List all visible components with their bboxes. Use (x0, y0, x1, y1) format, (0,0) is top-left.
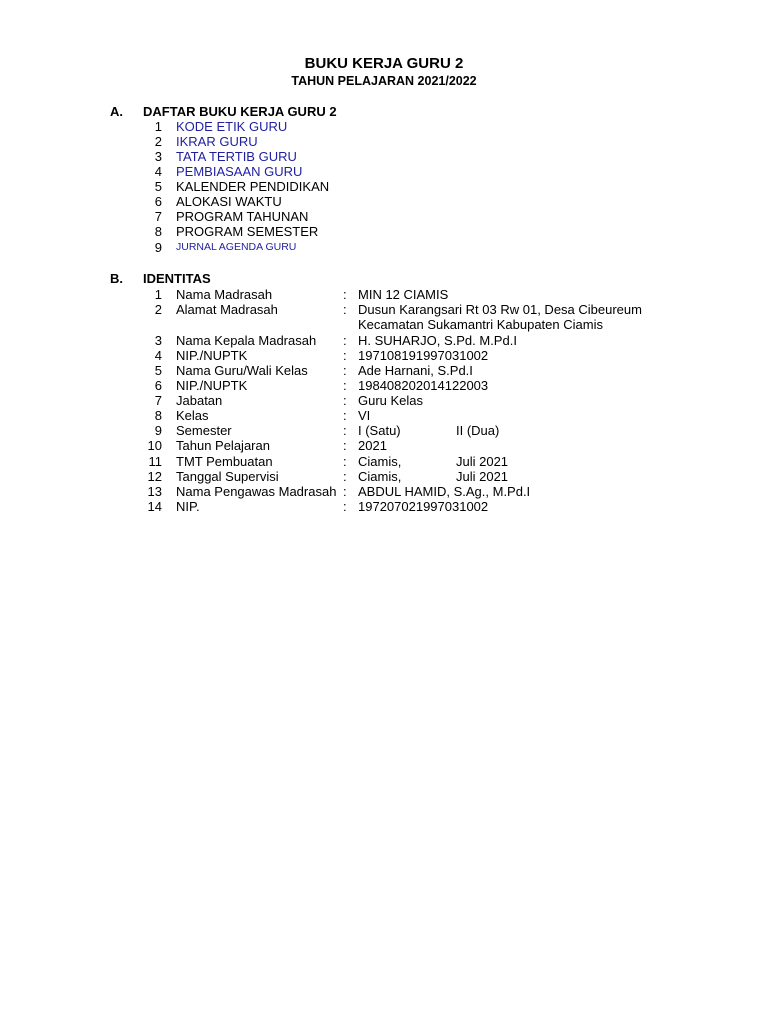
row-colon: : (343, 438, 347, 453)
row-number: 9 (154, 423, 162, 438)
list-item-number: 2 (154, 134, 162, 149)
row-label: Kelas (176, 408, 209, 423)
list-item-number: 9 (154, 240, 162, 255)
row-value: 2021 (358, 438, 387, 453)
row-number: 8 (154, 408, 162, 423)
row-number: 4 (154, 348, 162, 363)
row-number: 14 (147, 499, 162, 514)
row-colon: : (343, 499, 347, 514)
row-number: 10 (147, 438, 162, 453)
row-number: 13 (147, 484, 162, 499)
list-item-number: 5 (154, 179, 162, 194)
row-value: Ciamis, (358, 469, 402, 484)
row-colon: : (343, 469, 347, 484)
row-number: 3 (154, 333, 162, 348)
list-item-link[interactable]: JURNAL AGENDA GURU (176, 241, 297, 253)
section-a-letter: A. (110, 104, 123, 119)
row-colon: : (343, 333, 347, 348)
row-label: Jabatan (176, 393, 223, 408)
list-item-number: 8 (154, 224, 162, 239)
row-value: VI (358, 408, 371, 423)
row-number: 2 (154, 302, 162, 317)
row-value: Guru Kelas (358, 393, 424, 408)
section-b-letter: B. (110, 271, 123, 286)
row-value: 197108191997031002 (358, 348, 489, 363)
row-value: MIN 12 CIAMIS (358, 287, 449, 302)
list-item-number: 4 (154, 164, 162, 179)
row-colon: : (343, 408, 347, 423)
row-colon: : (343, 423, 347, 438)
row-number: 5 (154, 363, 162, 378)
row-colon: : (343, 348, 347, 363)
row-colon: : (343, 302, 347, 317)
section-b-title: IDENTITAS (143, 271, 211, 286)
row-label: Nama Guru/Wali Kelas (176, 363, 308, 378)
list-item-link[interactable]: TATA TERTIB GURU (176, 149, 297, 164)
list-item-label: KALENDER PENDIDIKAN (176, 179, 330, 194)
document-subtitle: TAHUN PELAJARAN 2021/2022 (291, 74, 477, 88)
row-colon: : (343, 454, 347, 469)
row-label: TMT Pembuatan (176, 454, 273, 469)
row-value: Ciamis, (358, 454, 402, 469)
row-label: NIP./NUPTK (176, 348, 248, 363)
row-label: NIP. (176, 499, 200, 514)
row-number: 12 (147, 469, 162, 484)
row-colon: : (343, 287, 347, 302)
row-value-secondary: Juli 2021 (456, 454, 509, 469)
list-item-link[interactable]: IKRAR GURU (176, 134, 258, 149)
list-item-number: 1 (154, 119, 162, 134)
list-item-number: 3 (154, 149, 162, 164)
list-item-link[interactable]: KODE ETIK GURU (176, 119, 288, 134)
row-value: I (Satu) (358, 423, 401, 438)
list-item-label: ALOKASI WAKTU (176, 194, 282, 209)
section-a-title: DAFTAR BUKU KERJA GURU 2 (143, 104, 337, 119)
list-item-link[interactable]: PEMBIASAAN GURU (176, 164, 303, 179)
row-value: 198408202014122003 (358, 378, 489, 393)
row-label: NIP./NUPTK (176, 378, 248, 393)
row-label: Nama Kepala Madrasah (176, 333, 317, 348)
list-item-number: 7 (154, 209, 162, 224)
list-item-label: PROGRAM TAHUNAN (176, 209, 309, 224)
row-number: 7 (154, 393, 162, 408)
row-value: H. SUHARJO, S.Pd. M.Pd.I (358, 333, 517, 348)
row-colon: : (343, 378, 347, 393)
row-value: Ade Harnani, S.Pd.I (358, 363, 473, 378)
row-label: Tahun Pelajaran (176, 438, 270, 453)
document-title: BUKU KERJA GURU 2 (304, 55, 464, 72)
row-label: Nama Pengawas Madrasah (176, 484, 337, 499)
row-value: Kecamatan Sukamantri Kabupaten Ciamis (358, 317, 603, 332)
row-value-secondary: II (Dua) (456, 423, 500, 438)
list-item-number: 6 (154, 194, 162, 209)
row-value: ABDUL HAMID, S.Ag., M.Pd.I (358, 484, 531, 499)
row-label: Semester (176, 423, 232, 438)
row-colon: : (343, 363, 347, 378)
row-number: 1 (154, 287, 162, 302)
row-value: Dusun Karangsari Rt 03 Rw 01, Desa Cibeureum (358, 302, 642, 317)
row-label: Tanggal Supervisi (176, 469, 279, 484)
row-label: Alamat Madrasah (176, 302, 278, 317)
row-label: Nama Madrasah (176, 287, 273, 302)
list-item-label: PROGRAM SEMESTER (176, 224, 319, 239)
row-colon: : (343, 393, 347, 408)
row-value-secondary: Juli 2021 (456, 469, 509, 484)
row-colon: : (343, 484, 347, 499)
row-number: 11 (148, 454, 162, 469)
row-number: 6 (154, 378, 162, 393)
row-value: 197207021997031002 (358, 499, 489, 514)
